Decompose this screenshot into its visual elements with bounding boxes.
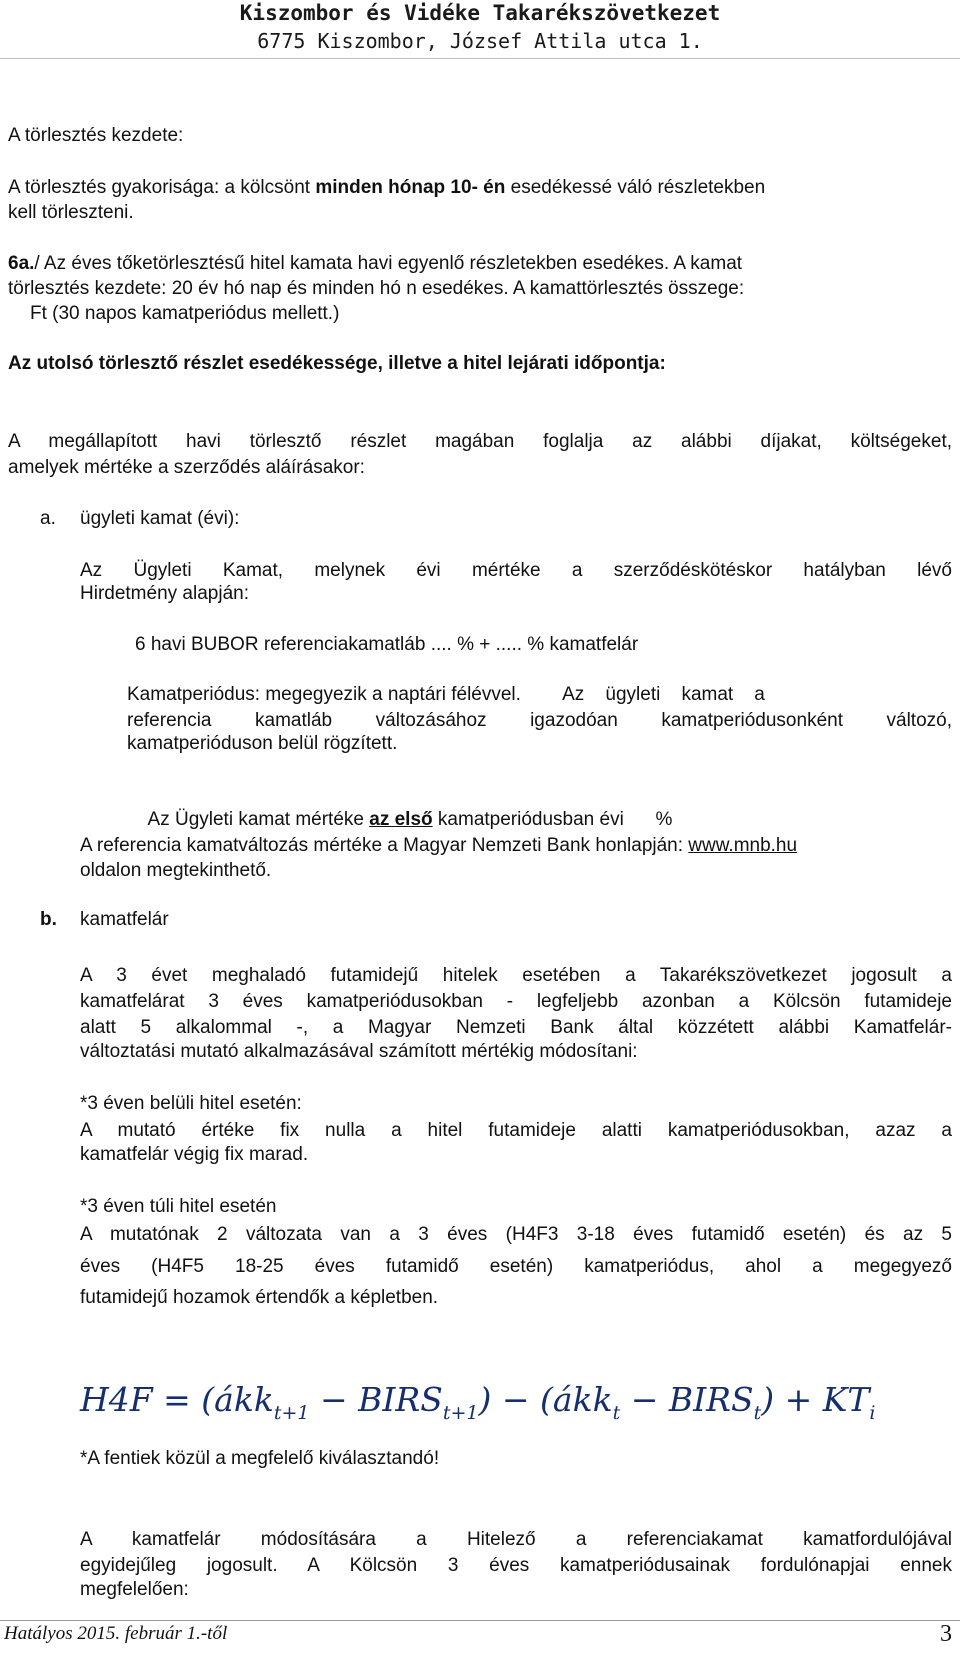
closing-paragraph-line-1: A kamatfelár módosítására a Hitelező a referenciakamat kamatfordulójával	[80, 1529, 952, 1550]
within-3-years-title: *3 éven belüli hitel esetén:	[80, 1093, 302, 1114]
beyond-3-years-title: *3 éven túli hitel esetén	[80, 1196, 277, 1217]
section-number: 6a.	[8, 253, 35, 274]
reference-rate-line-2: oldalon megtekinthető.	[80, 860, 272, 881]
section-6a-line-2: törlesztés kezdete: 20 év hó nap és minden hó n esedékes. A kamattörlesztés összege:	[8, 278, 745, 299]
header-divider	[0, 58, 960, 59]
item-a-paragraph-line-1: Az Ügyleti Kamat, melynek évi mértéke a szerződéskötéskor hatályban lévő	[80, 560, 952, 581]
first-period-rate-line: Az Ügyleti kamat mértéke az első kamatperiódusban évi %	[147, 809, 673, 830]
fees-paragraph-line-2: amelyek mértéke a szerződés aláírásakor:	[8, 457, 365, 478]
item-a-label: a.	[40, 508, 56, 529]
item-b-title: kamatfelár	[80, 909, 169, 930]
section-6a-line-1: 6a./ Az éves tőketörlesztésű hitel kamata havi egyenlő részletekben esedékes. A kamat	[8, 253, 743, 274]
reference-rate-line-1: A referencia kamatváltozás mértéke a Magyar Nemzeti Bank honlapján: www.mnb.hu	[80, 835, 798, 856]
interest-period-line-3: kamatperióduson belül rögzített.	[127, 733, 398, 754]
frequency-line-2: kell törleszteni.	[8, 202, 134, 223]
mnb-link[interactable]: www.mnb.hu	[688, 835, 798, 856]
selection-note: *A fentiek közül a megfelelő kiválasztandó!	[80, 1448, 440, 1469]
org-name: Kiszombor és Vidéke Takarékszövetkezet	[239, 1, 721, 25]
first-emphasis: az első	[369, 809, 433, 830]
org-address: 6775 Kiszombor, József Attila utca 1.	[257, 29, 703, 53]
within-3-years-line-1: A mutató értéke fix nulla a hitel futamideje alatti kamatperiódusokban, azaz a	[80, 1120, 952, 1141]
closing-paragraph-line-2: egyidejűleg jogosult. A Kölcsön 3 éves kamatperiódusainak fordulónapjai ennek	[80, 1555, 952, 1576]
fees-paragraph-line-1: A megállapított havi törlesztő részlet magában foglalja az alábbi díjakat, költségeket,	[8, 431, 952, 452]
h4f-formula: H4F = (ákk$_{t+1}$ − $BIRS_{t+1}$) − (ákk$_t$ − $BIRS_t) + KT_i$	[80, 1380, 876, 1424]
spread-paragraph-line-4: változtatási mutató alkalmazásával számított mértékig módosítani:	[80, 1041, 638, 1062]
spread-paragraph-line-3: alatt 5 alkalommal -, a Magyar Nemzeti Bank által közzétett alábbi Kamatfelár-	[80, 1017, 952, 1038]
item-a-title: ügyleti kamat (évi):	[80, 508, 240, 529]
effective-date: Hatályos 2015. február 1.-től	[4, 1623, 228, 1644]
beyond-3-years-line-2: éves (H4F5 18-25 éves futamidő esetén) kamatperiódus, ahol a megegyező	[80, 1256, 952, 1277]
beyond-3-years-line-3: futamidejű hozamok értendők a képletben.	[80, 1287, 439, 1308]
interest-period-line-1: Kamatperiódus: megegyezik a naptári félévvel. Az ügyleti kamat a	[127, 684, 765, 705]
footer-divider	[0, 1620, 960, 1621]
item-b-label: b.	[40, 909, 57, 930]
repayment-start-label: A törlesztés kezdete:	[8, 125, 184, 146]
final-installment-heading: Az utolsó törlesztő részlet esedékessége, illetve a hitel lejárati időpontja:	[8, 353, 666, 374]
bubor-formula-line: 6 havi BUBOR referenciakamatláb .... % + ..... % kamatfelár	[135, 634, 639, 655]
beyond-3-years-line-1: A mutatónak 2 változata van a 3 éves (H4F3 3-18 éves futamidő esetén) és az 5	[80, 1224, 952, 1245]
interest-period-line-2: referencia kamatláb változásához igazodóan kamatperiódusonként változó,	[127, 710, 952, 731]
within-3-years-line-2: kamatfelár végig fix marad.	[80, 1144, 309, 1165]
item-a-paragraph-line-2: Hirdetmény alapján:	[80, 583, 249, 604]
frequency-emphasis: minden hónap 10- én	[315, 177, 506, 198]
page-number: 3	[940, 1621, 952, 1647]
frequency-line-1: A törlesztés gyakorisága: a kölcsönt minden hónap 10- én esedékessé váló részletekben	[8, 177, 766, 198]
closing-paragraph-line-3: megfelelően:	[80, 1579, 189, 1600]
spread-paragraph-line-2: kamatfelárat 3 éves kamatperiódusokban - legfeljebb azonban a Kölcsön futamideje	[80, 991, 952, 1012]
spread-paragraph-line-1: A 3 évet meghaladó futamidejű hitelek esetében a Takarékszövetkezet jogosult a	[80, 965, 952, 986]
section-6a-line-3: Ft (30 napos kamatperiódus mellett.)	[30, 303, 340, 324]
